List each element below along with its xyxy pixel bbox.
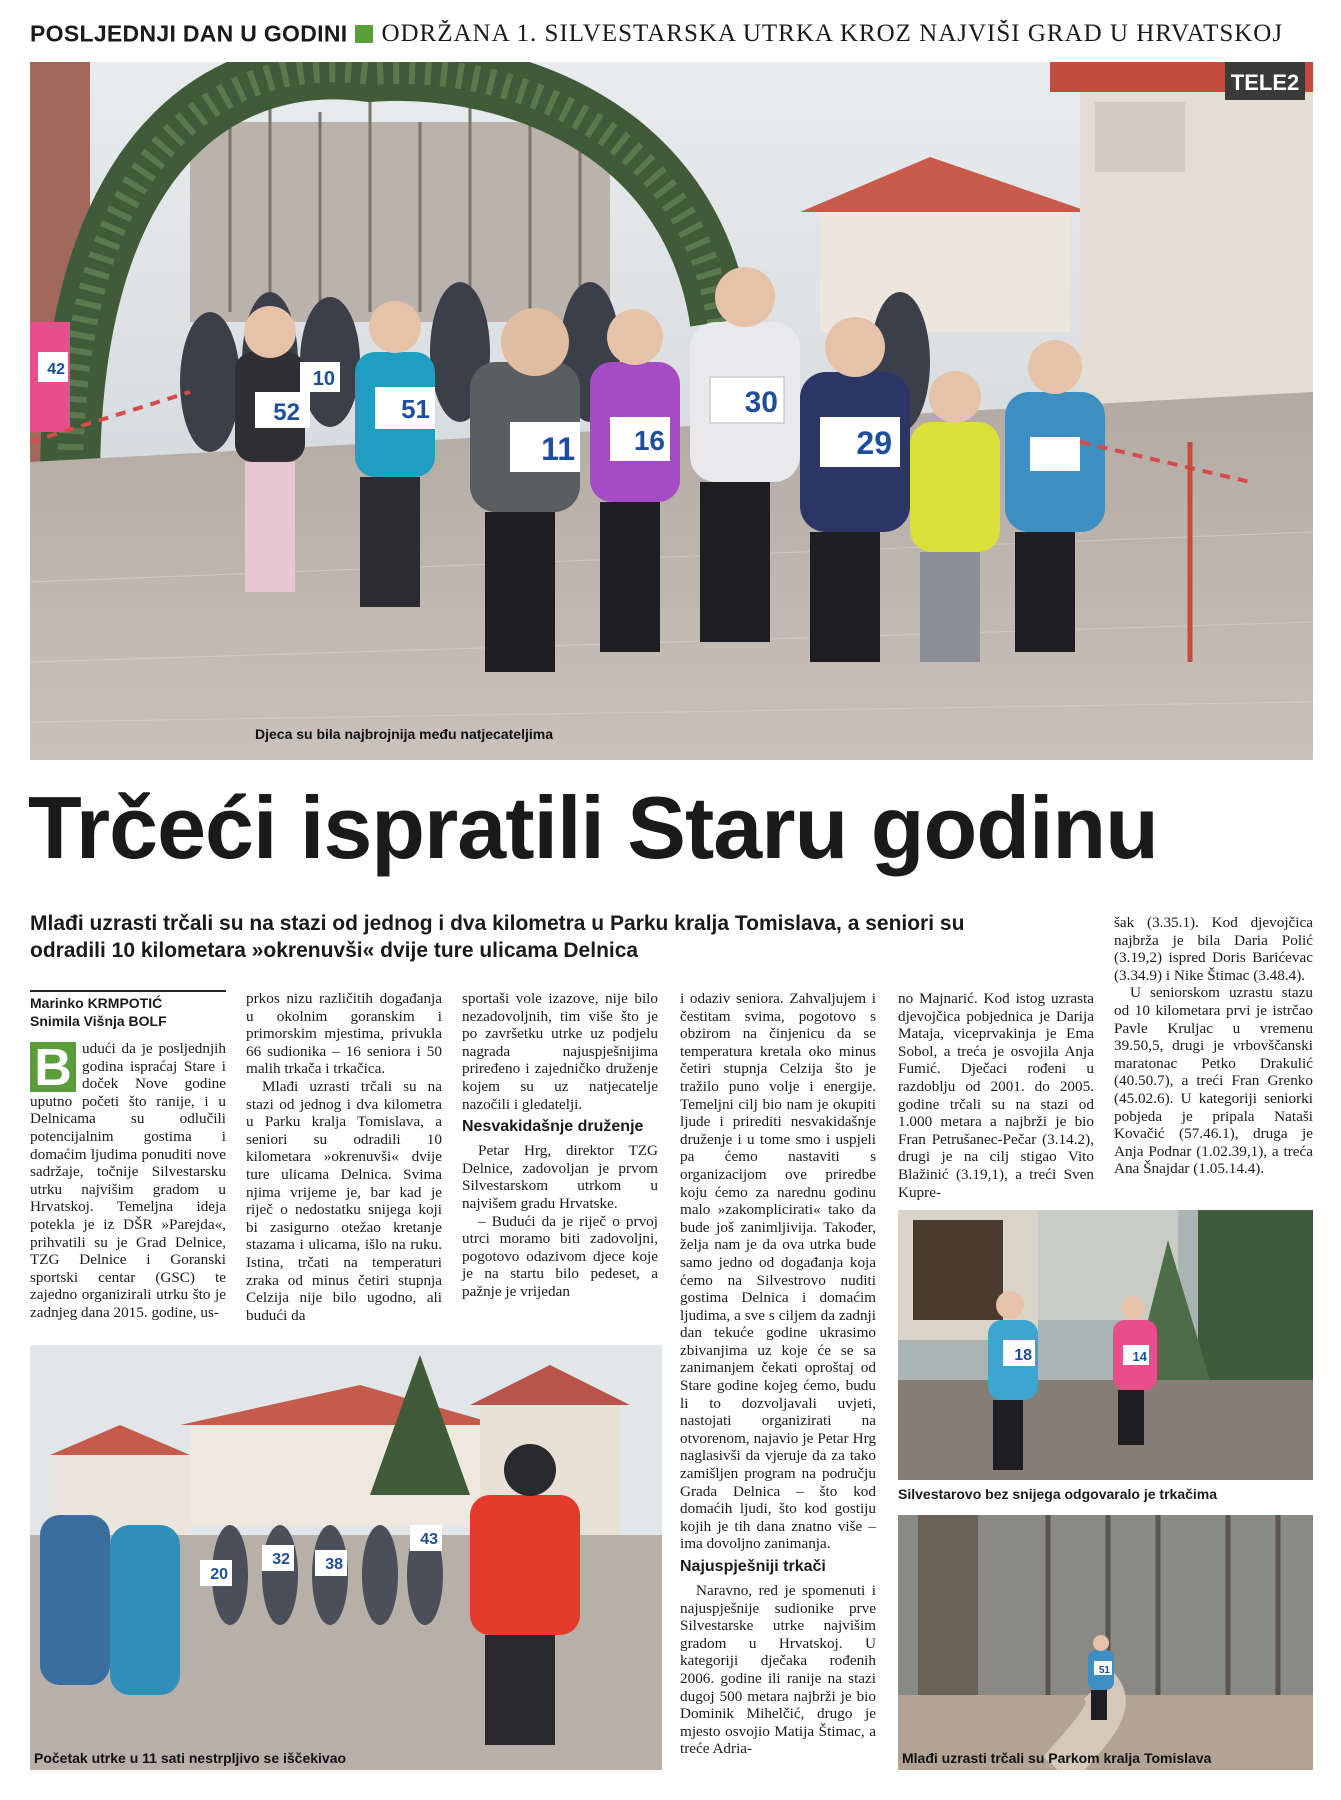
bib-number: 52 xyxy=(273,399,300,426)
section-label: POSLJEDNJI DAN U GODINI xyxy=(30,20,348,47)
subheading: Najuspješniji trkači xyxy=(680,1558,826,1575)
main-photo-scene xyxy=(30,62,1313,760)
main-photo xyxy=(30,62,1313,760)
bib-number: 42 xyxy=(47,361,65,378)
dropcap: B xyxy=(30,1042,76,1092)
bib-number: 29 xyxy=(856,425,892,461)
article-column-5 xyxy=(898,990,1094,1201)
park-photo-scene xyxy=(898,1515,1313,1770)
start-photo-scene xyxy=(30,1345,662,1770)
bib-number: 43 xyxy=(420,1531,438,1548)
snow-photo xyxy=(898,1210,1313,1480)
article-column-2 xyxy=(246,990,442,1324)
bib-number: 11 xyxy=(541,431,575,467)
article-paragraph: U seniorskom uzrastu stazu od 10 kilometara prvi je istrčao Pavle Kruljac u vremenu 39.50,5, drugi je vrbovščanski maratonac Petko Drakulić (40.50.7), a treći Fran Grenko (45.02.6). U kategoriji seniorki pobjeda je pripala Nataši Kovačić (57.46.1), druga je Anja Podnar (1.02.39,1), a treća Ana Šnajdar (1.05.14.4). xyxy=(1114,984,1313,1178)
snow-photo-scene xyxy=(898,1210,1313,1480)
author: Marinko KRMPOTIĆ xyxy=(30,995,163,1011)
main-photo-caption: Djeca su bila najbrojnija među natjecateljima xyxy=(255,726,553,742)
article-paragraph: Petar Hrg, direktor TZG Delnice, zadovoljan je prvom Silvestarskom utrkom u najvišem gradu Hrvatske. xyxy=(462,1142,658,1212)
article-paragraph: – Budući da je riječ o prvoj utrci moramo biti zadovoljni, pogotovo odazivom djece koje je na startu bilo pedeset, a pažnje je vrijedan xyxy=(462,1212,658,1300)
article-paragraph: no Majnarić. Kod istog uzrasta djevojčica pobjednica je Darija Mataja, viceprvakinja je Ema Sobol, a treća je osvojila Anja Fumić. Dječaci rođeni u razdoblju od 2001. do 2005. godine trčali su na stazi od 1.000 metara a najbrži je bio Fran Petrušanec-Pečar (3.14.2), drugi je na cilj stigao Vito Blažinić (3.19,1), a treći Sven Kupre- xyxy=(898,990,1094,1201)
park-photo xyxy=(898,1515,1313,1770)
park-photo-caption: Mlađi uzrasti trčali su Parkom kralja Tomislava xyxy=(902,1750,1212,1766)
tele2-sign: TELE2 xyxy=(1230,70,1300,95)
article-paragraph: Mlađi uzrasti trčali su na stazi od jednog i dva kilometra u Parku kralja Tomislava, a seniori su odradili 10 kilometara »okrenuvši« dvije ture ulicama Delnica. Svima njima vrijeme je, bar kad je riječ o nedostatku snijega koji bi zasigurno otežao kretanje stazama i ulicama, išlo na ruku. Istina, trčati na temperaturi zraka od minus četiri stupnja Celzija nije bilo ugodno, ali budući da xyxy=(246,1077,442,1324)
article-paragraph: Naravno, red je spomenuti i najuspješnije sudionike prve Silvestarske utrke najvišim gradom u Hrvatskoj. U kategoriji dječaka rođenih 2006. godine ili ranije na stazi dugoj 500 metara najbrži je bio Dominik Mihelčić, drugo je mjesto osvojio Matija Štimac, a treće Adria- xyxy=(680,1582,876,1758)
photographer-credit: Snimila Višnja BOLF xyxy=(30,1013,167,1029)
bib-number: 20 xyxy=(210,1566,228,1583)
green-square-icon xyxy=(355,25,373,43)
article-column-6 xyxy=(1114,914,1313,1178)
bib-number: 30 xyxy=(744,386,778,419)
snow-photo-caption: Silvestarovo bez snijega odgovaralo je trkačima xyxy=(898,1486,1218,1502)
article-paragraph xyxy=(30,1040,226,1322)
bib-number: 51 xyxy=(401,394,430,424)
start-photo xyxy=(30,1345,662,1770)
bib-number: 14 xyxy=(1132,1349,1147,1364)
article-paragraph: i odaziv seniora. Zahvaljujem i čestitam svima, pogotovo s obzirom na činjenicu da se temperatura kretala oko minus četiri stupnja Celzija što je tražilo puno volje i energije. Temeljni cilj bio nam je okupiti ljude i prirediti nesvakidašnje druženje i u tome smo i uspjeli pa ćemo nastaviti s organizacijom ove priredbe koju ćemo za narednu godinu malo »zakomplicirati« tako da bude još zanimljivija. Također, želja nam je da ova utrka bude samo jedno od događanja koja ćemo na Silvestrovo nuditi gostima Delnica i domaćim ljudima, a sve s ciljem da zadnji dan tekuće godine ukrasimo zbivanjima uz koje će se sa zanimanjem čekati oproštaj od Stare godine kojeg ćemo, budu li to dozvoljavali uvjeti, nastojati organizirati na otvorenom, najavio je Petar Hrg naglasivši da vjeruje da za tako zamišljen program na području Grada Delnica – što kod domaćih ljudi, što kod gostiju kojih je tih dana znatno više – ima dovoljno zanimanja. xyxy=(680,990,876,1553)
bib-number: 16 xyxy=(633,425,665,456)
paragraph-text: udući da je posljednjih godina ispraćaj Stare i doček Nove godine uputno početi što ranije, i u Delnicama su odlučili potencijalnim gostima i domaćim ljudima ponuditi nove sadržaje, točnije Silvestarsku utrku najvišim gradom u Hrvatskoj. Temeljna ideja potekla je iz DŠR »Parejda«, prihvatili su je Grad Delnice, TZG Delnice i Goranski sportski centar (GSC) te zajedno organizirali utrku što je zadnjeg dana 2015. godine, us- xyxy=(30,1040,226,1321)
topic-line: ODRŽANA 1. SILVESTARSKA UTRKA KROZ NAJVIŠI GRAD U HRVATSKOJ xyxy=(381,20,1284,47)
bib-number: 38 xyxy=(325,1556,343,1573)
byline xyxy=(30,990,226,1030)
article-column-1 xyxy=(30,1040,226,1322)
article-column-3 xyxy=(462,990,658,1301)
article-paragraph: prkos nizu različitih događanja u okolnim goranskim i primorskim mjestima, privukla 66 sudionika – 16 seniora i 50 malih trkača i trkačica. xyxy=(246,990,442,1078)
bib-number: 51 xyxy=(1098,1665,1110,1676)
bib-number: 32 xyxy=(272,1551,290,1568)
start-photo-caption: Početak utrke u 11 sati nestrpljivo se iščekivao xyxy=(34,1750,347,1766)
deck: Mlađi uzrasti trčali su na stazi od jednog i dva kilometra u Parku kralja Tomislava, a seniori su odradili 10 kilometara »okrenuvši« dvije ture ulicama Delnica xyxy=(30,912,965,962)
article-paragraph: šak (3.35.1). Kod djevojčica najbrža je bila Daria Polić (3.19,2) ispred Doris Barićevac (3.34.9) i Nike Štimac (3.48.4). xyxy=(1114,914,1313,984)
subheading: Nesvakidašnje druženje xyxy=(462,1118,644,1136)
bib-number: 10 xyxy=(312,368,335,390)
article-paragraph: sportaši vole izazove, nije bilo nezadovoljnih, tim više što je po završetku utrke uz podjelu nagrada najuspješnijima priređeno i zajedničko druženje kojem su uz natjecatelje nazočili i gledatelji. xyxy=(462,990,658,1113)
article-column-4 xyxy=(680,990,876,1758)
headline: Trčeći ispratili Staru godinu xyxy=(28,778,1158,877)
bib-number: 18 xyxy=(1014,1347,1032,1364)
section-kicker xyxy=(30,20,1320,60)
